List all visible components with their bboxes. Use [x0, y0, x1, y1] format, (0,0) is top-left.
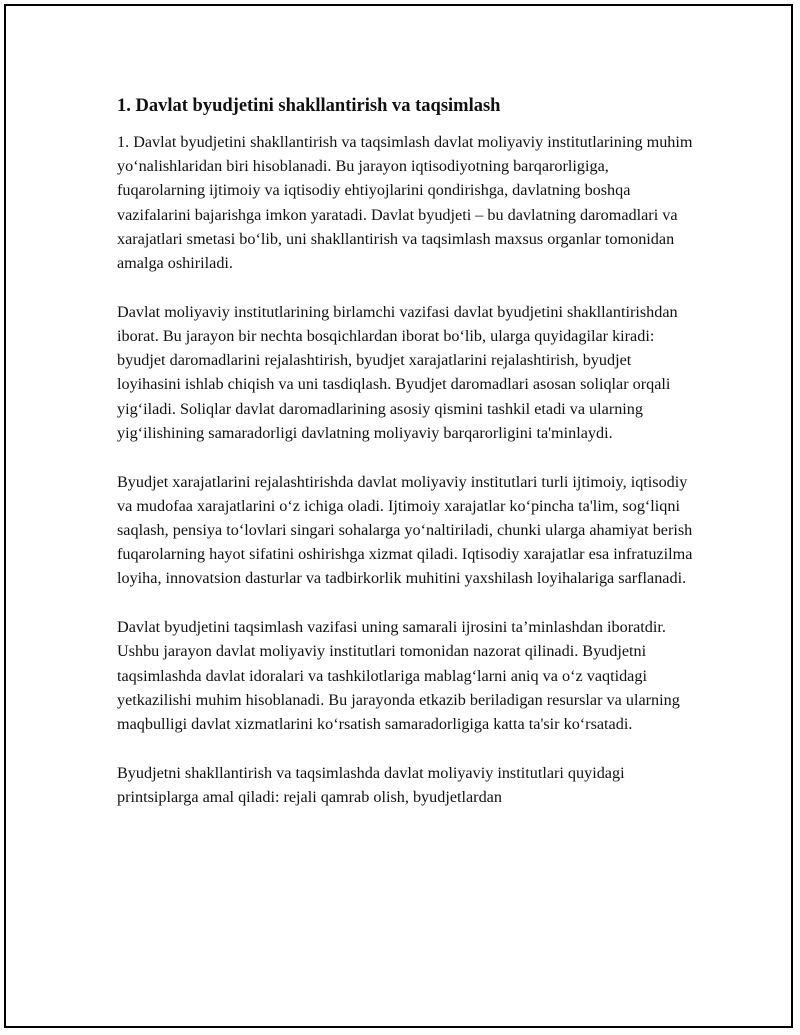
paragraph-3: Byudjet xarajatlarini rejalashtirishda davlat moliyaviy institutlari turli ijtimoiy, iqtisodiy va mudofaa xarajatlarini o‘z ichiga oladi. Ijtimoiy xarajatlar ko‘pincha ta'lim, sog‘liqni saqlash, pensiya to‘lovlari singari sohalarga yo‘naltiriladi, chunki ularga ahamiyat berish fuqarolarning hayot sifatini oshirishga xizmat qiladi. Iqtisodiy xarajatlar esa infratuzilma loyiha, innovatsion dasturlar va tadbirkorlik muhitini yaxshilash loyihalariga sarflanadi.: [117, 472, 693, 588]
section-heading: 1. Davlat byudjetini shakllantirish va taqsimlash: [117, 96, 501, 116]
paragraph-2: Davlat moliyaviy institutlarining birlamchi vazifasi davlat byudjetini shakllantirishdan iborat. Bu jarayon bir nechta bosqichlardan iborat bo‘lib, ularga quyidagilar kiradi: byudjet daromadlarini rejalashtirish, byudjet xarajatlarini rejalashtirish, byudjet loyihasini ishlab chiqish va uni tasdiqlash. Byudjet daromadlari asosan soliqlar orqali yig‘iladi. Soliqlar davlat daromadlarining asosiy qismini tashkil etadi va ularning yig‘ilishining samaradorligi davlatning moliyaviy barqarorligini ta'minlaydi.: [117, 302, 678, 442]
document-body: [117, 92, 697, 834]
paragraph-5: Byudjetni shakllantirish va taqsimlashda davlat moliyaviy institutlari quyidagi printsiplarga amal qiladi: rejali qamrab olish, byudjetlardan: [117, 763, 625, 807]
paragraph-4: Davlat byudjetini taqsimlash vazifasi uning samarali ijrosini ta’minlashdan iboratdir. Ushbu jarayon davlat moliyaviy institutlari tomonidan nazorat qilinadi. Byudjetni taqsimlashda davlat idoralari va tashkilotlariga mablag‘larni aniq va o‘z vaqtidagi yetkazilishi muhim hisoblanadi. Bu jarayonda etkazib beriladigan resurslar va ularning maqbulligi davlat xizmatlarini ko‘rsatish samaradorligiga katta ta'sir ko‘rsatadi.: [117, 618, 680, 734]
paragraph-1: 1. Davlat byudjetini shakllantirish va taqsimlash davlat moliyaviy institutlarining muhim yo‘nalishlaridan biri hisoblanadi. Bu jarayon iqtisodiyotning barqarorligiga, fuqarolarning ijtimoiy va iqtisodiy ehtiyojlarini qondirishga, davlatning boshqa vazifalarini bajarishga imkon yaratadi. Davlat byudjeti – bu davlatning daromadlari va xarajatlari smetasi bo‘lib, uni shakllantirish va taqsimlash maxsus organlar tomonidan amalga oshiriladi.: [117, 133, 693, 273]
